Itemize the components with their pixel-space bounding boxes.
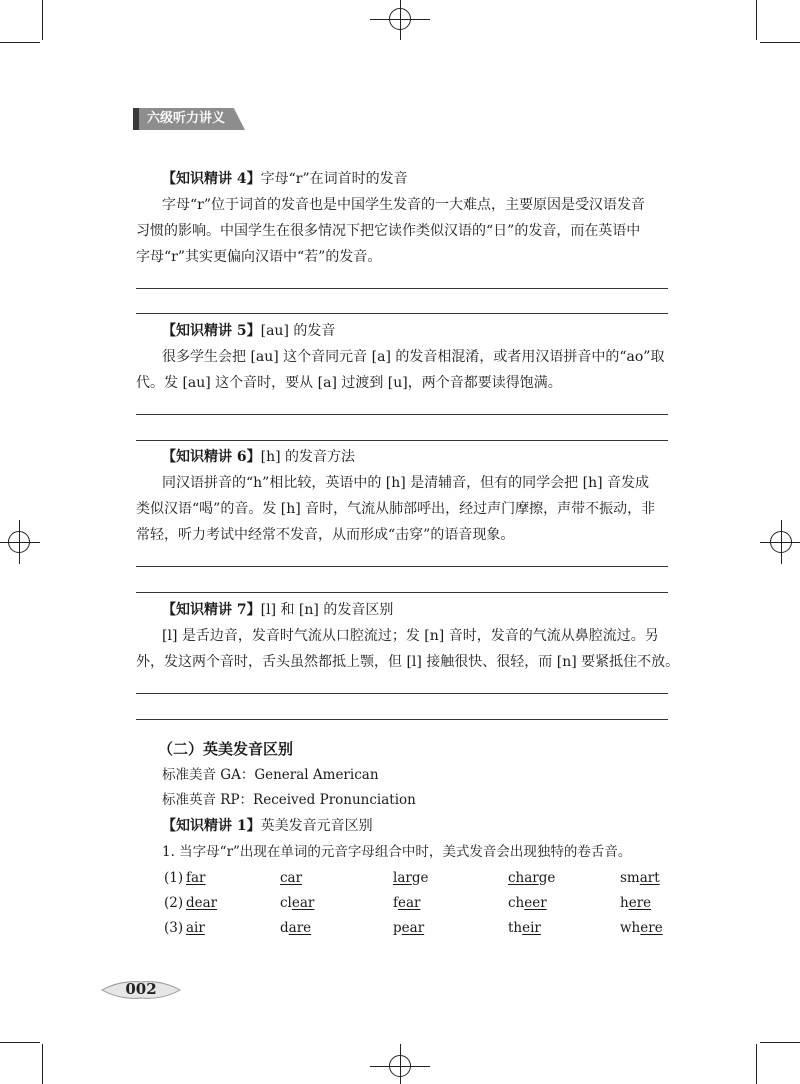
paragraph-line: 常轻，听力考试中经常不发音，从而形成“击穿”的语音现象。 bbox=[136, 527, 515, 543]
example-word bbox=[620, 869, 660, 887]
underlined-letters: dear bbox=[186, 895, 218, 911]
section-heading-p2-1 bbox=[162, 817, 373, 835]
paragraph-line: 习惯的影响。中国学生在很多情况下把它读作类似汉语的“日”的发音，而在英语中 bbox=[136, 223, 641, 239]
registration-mark-top-v bbox=[400, 0, 401, 40]
example-word bbox=[508, 894, 547, 912]
point-1: 1. 当字母“r”出现在单词的元音字母组合中时，美式发音会出现独特的卷舌音。 bbox=[162, 844, 632, 860]
word-part: d bbox=[280, 920, 289, 936]
word-part: ge bbox=[538, 870, 556, 886]
section-heading-5 bbox=[162, 322, 335, 340]
underlined-letters: car bbox=[280, 870, 303, 886]
word-part: h bbox=[620, 895, 629, 911]
underlined-letters: ere bbox=[640, 920, 663, 936]
section-tag: 【知识精讲 6】 bbox=[162, 449, 261, 465]
example-word bbox=[620, 919, 663, 937]
section-title: 字母“r”在词首时的发音 bbox=[260, 171, 408, 187]
note-line bbox=[136, 566, 668, 567]
example-word bbox=[280, 894, 314, 912]
paragraph-line: [l] 是舌边音，发音时气流从口腔流过；发 [n] 音时，发音的气流从鼻腔流过。另 bbox=[162, 628, 659, 644]
section-title: [h] 的发音方法 bbox=[260, 449, 356, 465]
header-accent-bar bbox=[133, 108, 139, 130]
example-word bbox=[508, 919, 541, 937]
section-tag: 【知识精讲 5】 bbox=[162, 323, 261, 339]
note-line bbox=[136, 719, 668, 720]
underlined-letters: ere bbox=[628, 895, 652, 911]
example-word bbox=[393, 919, 424, 937]
note-line bbox=[136, 414, 668, 415]
word-part: ge bbox=[411, 870, 429, 886]
ga-label: 标准美音 GA：General American bbox=[162, 767, 379, 783]
underlined-letters: lar bbox=[393, 870, 412, 886]
paragraph-line: 字母“r”其实更偏向汉语中“若”的发音。 bbox=[136, 249, 382, 265]
word-part: sm bbox=[620, 870, 640, 886]
crop-mark bbox=[760, 42, 800, 43]
section-title: [au] 的发音 bbox=[260, 323, 336, 339]
underlined-letters: art bbox=[639, 870, 660, 886]
example-word bbox=[186, 894, 217, 912]
section-tag: 【知识精讲 4】 bbox=[162, 171, 261, 187]
crop-mark bbox=[0, 1042, 40, 1043]
paragraph-line: 代。发 [au] 这个音时，要从 [a] 过渡到 [u]，两个音都要读得饱满。 bbox=[136, 375, 562, 391]
section-heading-4 bbox=[162, 170, 408, 188]
note-line bbox=[136, 592, 668, 593]
section-heading-6 bbox=[162, 448, 355, 466]
underlined-letters: are bbox=[288, 920, 312, 936]
section-title: 英美发音元音区别 bbox=[260, 818, 373, 834]
crop-mark bbox=[42, 1044, 43, 1084]
word-part: th bbox=[508, 920, 523, 936]
underlined-letters: air bbox=[186, 920, 205, 936]
note-line bbox=[136, 440, 668, 441]
underlined-letters: ear bbox=[401, 920, 425, 936]
underlined-letters: eir bbox=[522, 920, 541, 936]
example-word bbox=[280, 919, 311, 937]
word-part: f bbox=[393, 895, 398, 911]
example-word bbox=[393, 894, 421, 912]
section-heading-7 bbox=[162, 601, 393, 619]
underlined-letters: char bbox=[508, 870, 539, 886]
paragraph-line: 同汉语拼音的“h”相比较，英语中的 [h] 是清辅音，但有的同学会把 [h] 音发成 bbox=[162, 475, 650, 491]
word-part: p bbox=[393, 920, 402, 936]
rp-label: 标准英音 RP：Received Pronunciation bbox=[162, 792, 416, 808]
registration-mark-right-v bbox=[781, 520, 782, 564]
row-number: (3) bbox=[164, 920, 184, 936]
example-word bbox=[280, 869, 302, 887]
crop-mark bbox=[756, 0, 757, 40]
page-number: 002 bbox=[125, 980, 157, 998]
section-title: [l] 和 [n] 的发音区别 bbox=[260, 602, 394, 618]
underlined-letters: ear bbox=[398, 895, 421, 911]
word-part: wh bbox=[620, 920, 641, 936]
row-number: (2) bbox=[164, 895, 184, 911]
section-tag: 【知识精讲 1】 bbox=[162, 818, 261, 834]
note-line bbox=[136, 288, 668, 289]
paragraph-line: 外，发这两个音时，舌头虽然都抵上颚，但 [l] 接触很快、很轻，而 [n] 要紧抵住不放。 bbox=[136, 654, 680, 670]
paragraph-line: 类似汉语“喝”的音。发 [h] 音时，气流从肺部呼出，经过声门摩擦，声带不振动，非 bbox=[136, 501, 656, 517]
registration-mark-right-h bbox=[760, 542, 800, 543]
example-word bbox=[393, 869, 428, 887]
example-word bbox=[186, 869, 206, 887]
underlined-letters: ear bbox=[291, 895, 315, 911]
example-word bbox=[186, 919, 205, 937]
example-word bbox=[620, 894, 651, 912]
note-line bbox=[136, 693, 668, 694]
header-title: 六级听力讲义 bbox=[147, 111, 226, 126]
example-word bbox=[508, 869, 555, 887]
section-tag: 【知识精讲 7】 bbox=[162, 602, 261, 618]
paragraph-line: 字母“r”位于词首的发音也是中国学生发音的一大难点，主要原因是受汉语发音 bbox=[162, 197, 646, 213]
word-part: ch bbox=[508, 895, 525, 911]
crop-mark bbox=[756, 1044, 757, 1084]
registration-mark-left-h bbox=[0, 542, 40, 543]
crop-mark bbox=[42, 0, 43, 40]
crop-mark bbox=[0, 42, 40, 43]
row-number: (1) bbox=[164, 870, 184, 886]
paragraph-line: 很多学生会把 [au] 这个音同元音 [a] 的发音相混淆，或者用汉语拼音中的“ao”取 bbox=[162, 349, 665, 365]
crop-mark bbox=[760, 1042, 800, 1043]
note-line bbox=[136, 313, 668, 314]
word-part: cl bbox=[280, 895, 292, 911]
underlined-letters: far bbox=[186, 870, 206, 886]
registration-mark-left-v bbox=[19, 520, 20, 564]
part-title: （二）英美发音区别 bbox=[158, 740, 294, 758]
registration-mark-bottom-v bbox=[400, 1044, 401, 1084]
underlined-letters: eer bbox=[524, 895, 547, 911]
